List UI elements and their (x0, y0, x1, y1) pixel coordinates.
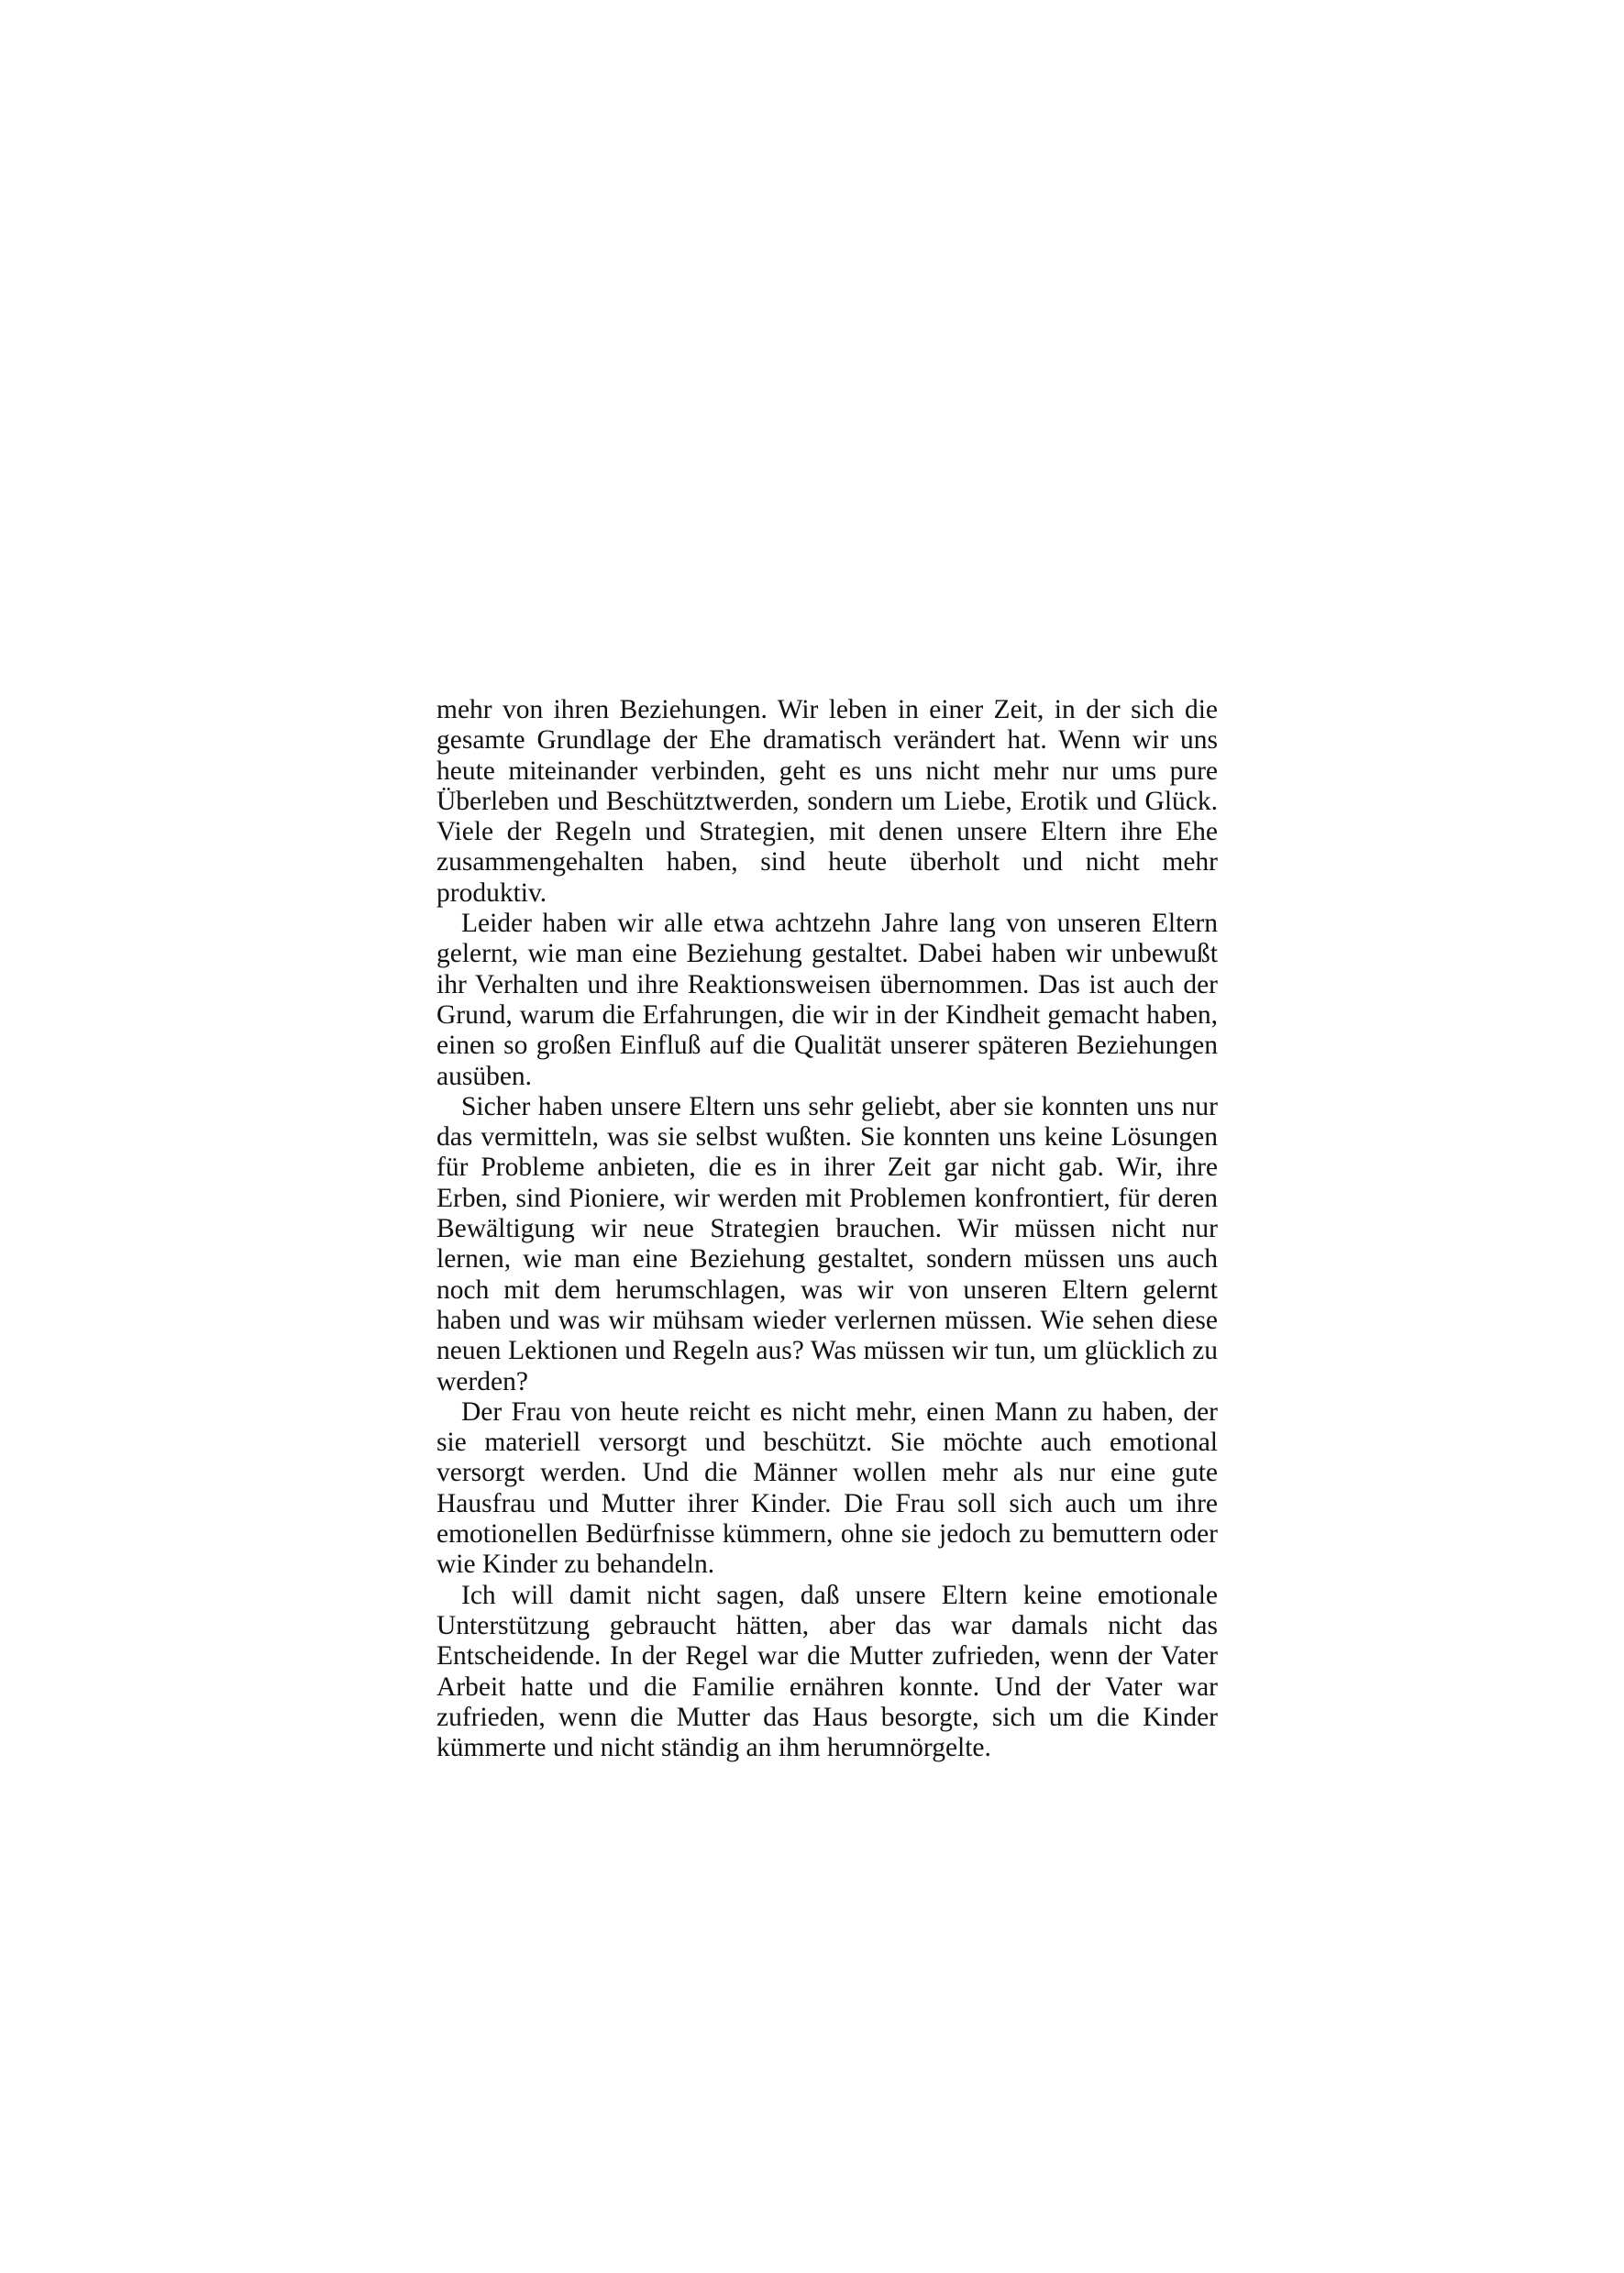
paragraph: Der Frau von heute reicht es nicht mehr, einen Mann zu haben, der sie materiell versorgt und beschützt. Sie möchte auch emotional versorgt werden. Und die Männer wollen mehr als nur eine gute Hausfrau und Mutter ihrer Kinder. Die Frau soll sich auch um ihre emotionellen Bedürfnisse kümmern, ohne sie jedoch zu bemuttern oder wie Kinder zu behandeln. (436, 1396, 1218, 1580)
paragraph: Ich will damit nicht sagen, daß unsere Eltern keine emotionale Unterstützung gebraucht hätten, aber das war damals nicht das Entscheidende. In der Regel war die Mutter zufrieden, wenn der Vater Arbeit hatte und die Familie ernähren konnte. Und der Vater war zufrieden, wenn die Mutter das Haus besorgte, sich um die Kinder kümmerte und nicht ständig an ihm herumnörgelte. (436, 1580, 1218, 1763)
body-text (436, 695, 1218, 1763)
paragraph: Leider haben wir alle etwa achtzehn Jahre lang von unseren Eltern gelernt, wie man eine Beziehung gestaltet. Dabei haben wir unbewußt ihr Verhalten und ihre Reaktionsweisen übernommen. Das ist auch der Grund, warum die Erfahrungen, die wir in der Kindheit gemacht haben, einen so großen Einfluß auf die Qualität unserer späteren Beziehungen ausüben. (436, 909, 1218, 1091)
paragraph: Sicher haben unsere Eltern uns sehr geliebt, aber sie konnten uns nur das vermitteln, was sie selbst wußten. Sie konnten uns keine Lösungen für Probleme anbieten, die es in ihrer Zeit gar nicht gab. Wir, ihre Erben, sind Pioniere, wir werden mit Problemen konfrontiert, für deren Bewältigung wir neue Strategien brauchen. Wir müssen nicht nur lernen, wie man eine Beziehung gestaltet, sondern müssen uns auch noch mit dem herumschlagen, was wir von unseren Eltern gelernt haben und was wir mühsam wieder verlernen müssen. Wie sehen diese neuen Lektionen und Regeln aus? Was müssen wir tun, um glücklich zu werden? (436, 1091, 1218, 1396)
paragraph-continued: mehr von ihren Beziehungen. Wir leben in einer Zeit, in der sich die gesamte Grundlage der Ehe dramatisch verändert hat. Wenn wir uns heute miteinander verbinden, geht es uns nicht mehr nur ums pure Überleben und Beschütztwerden, sondern um Liebe, Erotik und Glück. Viele der Regeln und Strategien, mit denen unsere Eltern ihre Ehe zusammengehalten haben, sind heute überholt und nicht mehr produktiv. (436, 695, 1218, 908)
